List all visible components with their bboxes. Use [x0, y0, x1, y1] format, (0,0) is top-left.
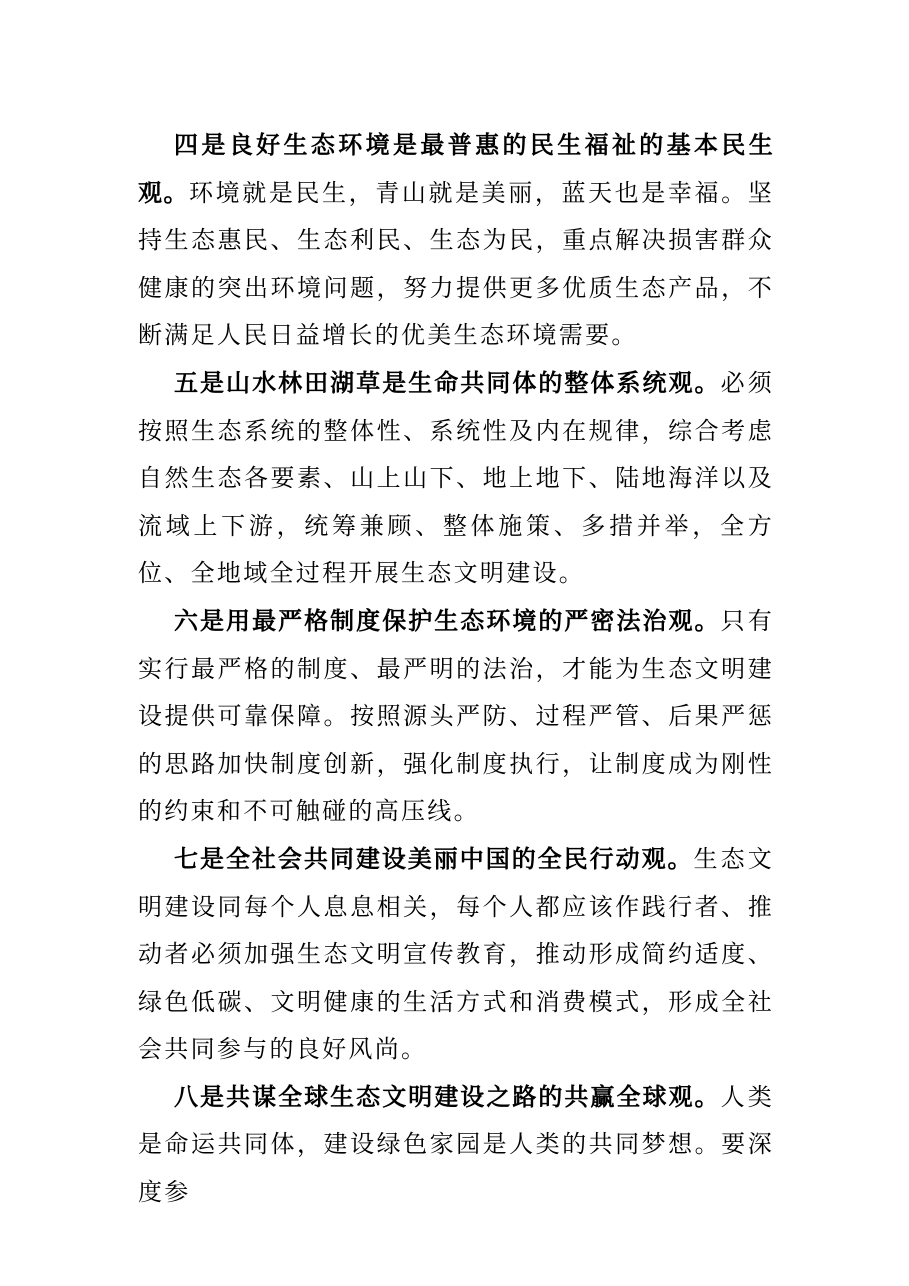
paragraph-body: 人类是命运共同体，建设绿色家园是人类的共同梦想。要深度参 [138, 1082, 774, 1207]
paragraph-body: 必须按照生态系统的整体性、系统性及内在规律，综合考虑自然生态各要素、山上山下、地上地下、陆地海洋以及流域上下游，统筹兼顾、整体施策、多措并举，全方位、全地域全过程开展生态文明建设。 [138, 368, 774, 588]
paragraph-5 [138, 360, 774, 598]
paragraph-lead: 五是山水林田湖草是生命共同体的整体系统观。 [174, 368, 721, 397]
paragraph-7 [138, 836, 774, 1074]
paragraph-lead: 七是全社会共同建设美丽中国的全民行动观。 [174, 844, 694, 873]
paragraph-lead: 六是用最严格制度保护生态环境的严密法治观。 [174, 606, 721, 635]
paragraph-body: 只有实行最严格的制度、最严明的法治，才能为生态文明建设提供可靠保障。按照源头严防、过程严管、后果严惩的思路加快制度创新，强化制度执行，让制度成为刚性的约束和不可触碰的高压线。 [138, 606, 774, 826]
paragraph-6 [138, 598, 774, 836]
document-page [138, 122, 774, 1217]
paragraph-body: 生态文明建设同每个人息息相关，每个人都应该作践行者、推动者必须加强生态文明宣传教育，推动形成简约适度、绿色低碳、文明健康的生活方式和消费模式，形成全社会共同参与的良好风尚。 [138, 844, 775, 1064]
paragraph-8 [138, 1074, 774, 1217]
paragraph-body: 环境就是民生，青山就是美丽，蓝天也是幸福。坚持生态惠民、生态利民、生态为民，重点解决损害群众健康的突出环境问题，努力提供更多优质生态产品，不断满足人民日益增长的优美生态环境需要。 [138, 178, 774, 350]
paragraph-lead: 八是共谋全球生态文明建设之路的共赢全球观。 [174, 1082, 721, 1111]
paragraph-4 [138, 122, 774, 360]
paragraph-lead: 四是良好生态环境是最普惠的民生福祉的基本民生观。 [138, 131, 774, 207]
